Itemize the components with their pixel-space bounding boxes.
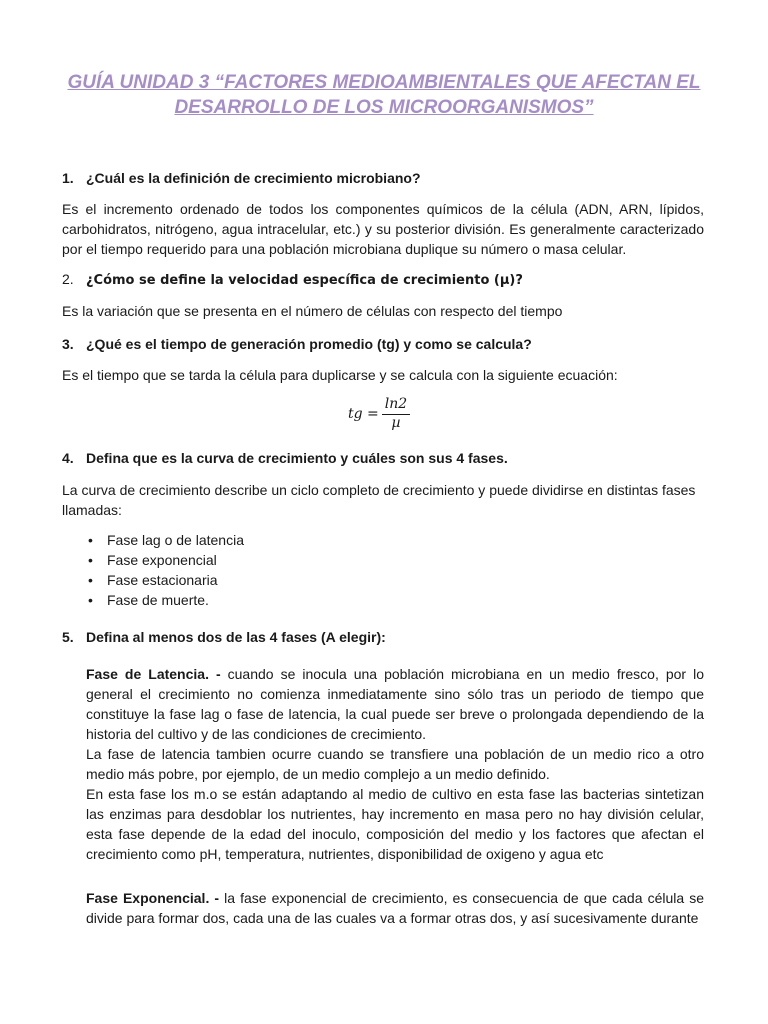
- latencia-section: [86, 664, 704, 864]
- latencia-p1: [86, 664, 704, 744]
- question-text: Defina al menos dos de las 4 fases (A elegir):: [86, 629, 386, 645]
- question-1: [62, 168, 704, 188]
- generation-time-equation: [348, 396, 410, 432]
- question-number: 3.: [62, 336, 74, 352]
- answer-1: Es el incremento ordenado de todos los componentes químicos de la célula (ADN, ARN, lípidos, carbohidratos, nitrógeno, agua intracelular, etc.) y su posterior división. Es generalmente caracterizado por el tiempo requerido para una población microbiana duplique su número o masa celular.: [62, 201, 704, 257]
- exponencial-heading: Fase Exponencial. -: [86, 890, 220, 906]
- question-text: ¿Cómo se define la velocidad específica de crecimiento (µ)?: [86, 273, 523, 288]
- exponencial-section: [86, 888, 704, 928]
- title-line-1: GUÍA UNIDAD 3 “FACTORES MEDIOAMBIENTALES QUE AFECTAN EL: [67, 72, 701, 93]
- question-text: ¿Qué es el tiempo de generación promedio (tg) y como se calcula?: [86, 336, 532, 352]
- equation-numerator: ln2: [382, 396, 410, 415]
- question-2: [62, 269, 704, 291]
- latencia-p2: La fase de latencia tambien ocurre cuando se transfiere una población de un medio rico a otro medio más pobre, por ejemplo, de un medio complejo a un medio definido.: [86, 746, 704, 782]
- question-text: Defina que es la curva de crecimiento y cuáles son sus 4 fases.: [86, 450, 508, 466]
- latencia-heading: Fase de Latencia. -: [86, 666, 221, 682]
- question-text: ¿Cuál es la definición de crecimiento microbiano?: [86, 170, 421, 186]
- answer-3: Es el tiempo que se tarda la célula para duplicarse y se calcula con la siguiente ecuación:: [62, 367, 618, 383]
- list-item: • Fase exponencial: [88, 550, 244, 570]
- document-title: [0, 70, 768, 120]
- list-item: • Fase de muerte.: [88, 590, 244, 610]
- title-line-2: DESARROLLO DE LOS MICROORGANISMOS”: [174, 97, 594, 118]
- question-4: [62, 448, 704, 468]
- question-number: 1.: [62, 170, 74, 186]
- question-number: 2.: [62, 271, 74, 287]
- latencia-p3: En esta fase los m.o se están adaptando al medio de cultivo en esta fase las bacterias sintetizan las enzimas para desdoblar los nutrientes, hay incremento en masa pero no hay división celular, esta fase depende de la edad del inoculo, composición del medio y los factores que afectan el crecimiento como pH, temperatura, nutrientes, disponibilidad de oxigeno y agua etc: [86, 786, 704, 862]
- list-item: • Fase lag o de latencia: [88, 530, 244, 550]
- exponencial-p1-text: la fase exponencial de crecimiento, es consecuencia de que cada célula se divide para formar dos, cada una de las cuales va a formar otras dos, y así sucesivamente durante: [86, 890, 704, 926]
- answer-2: Es la variación que se presenta en el número de células con respecto del tiempo: [62, 303, 563, 319]
- list-item: • Fase estacionaria: [88, 570, 244, 590]
- question-number: 4.: [62, 450, 74, 466]
- question-number: 5.: [62, 629, 74, 645]
- question-5: [62, 627, 704, 647]
- latencia-p1-text: cuando se inocula una población microbiana en un medio fresco, por lo general el crecimiento no comienza inmediatamente sino sólo tras un periodo de tiempo que constituye la fase lag o fase de latencia, la cual puede ser breve o prolongada dependiendo de la historia del cultivo y de las condiciones de crecimiento.: [86, 666, 704, 742]
- exponencial-p1: [86, 888, 704, 928]
- question-3: [62, 334, 704, 354]
- equation-denominator: µ: [391, 415, 401, 431]
- answer-4: La curva de crecimiento describe un ciclo completo de crecimiento y puede dividirse en distintas fases llamadas:: [62, 482, 696, 518]
- equation-lhs: tg =: [348, 406, 379, 422]
- phases-list: [88, 530, 244, 610]
- equation-fraction: [382, 396, 410, 432]
